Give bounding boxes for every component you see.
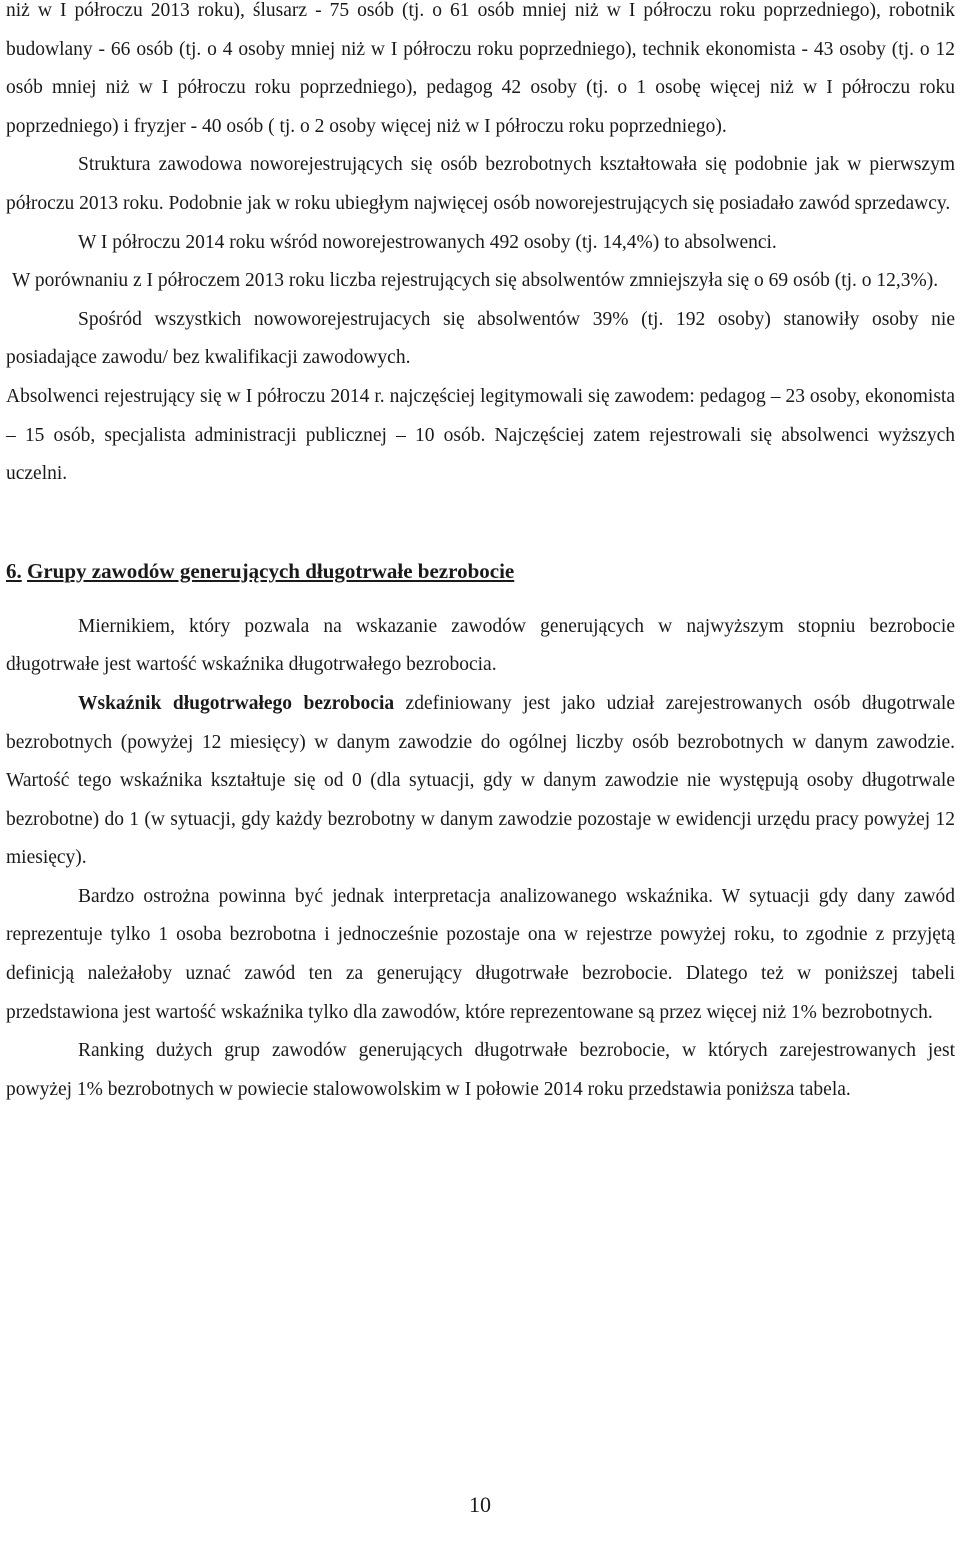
paragraph-ranking-intro: Ranking dużych grup zawodów generujących długotrwałe bezrobocie, w których zarejestrowanych jest powyżej 1% bezrobotnych w powiecie stalowowolskim w I połowie 2014 roku przedstawia poniższa tabela.	[6, 1040, 955, 1100]
paragraph-interpretation-caution: Bardzo ostrożna powinna być jednak interpretacja analizowanego wskaźnika. W sytuacji gdy dany zawód reprezentuje tylko 1 osoba bezrobotna i jednocześnie pozostaje ona w rejestrze powyżej roku, to zgodnie z przyjętą definicją należałoby uznać zawód ten za generujący długotrwałe bezrobocie. Dlatego też w poniższej tabeli przedstawiona jest wartość wskaźnika tylko dla zawodów, które reprezentowane są przez więcej niż 1% bezrobotnych.	[6, 885, 955, 1023]
section-heading	[6, 556, 955, 586]
paragraph-measure-intro: Miernikiem, który pozwala na wskazanie zawodów generujących w najwyższym stopniu bezrobocie długotrwałe jest wartość wskaźnika długotrwałego bezrobocia.	[6, 615, 955, 676]
section-title: Grupy zawodów generujących długotrwałe bezrobocie	[27, 558, 515, 583]
section-number: 6.	[6, 558, 22, 583]
paragraph-graduates-professions: Absolwenci rejestrujący się w I półroczu 2014 r. najczęściej legitymowali się zawodem: pedagog ‒ 23 osoby, ekonomista ‒ 15 osób, specjalista administracji publicznej ‒ 10 osób. Najczęściej zatem rejestrowali się absolwenci wyższych uczelni.	[6, 385, 955, 485]
paragraph-graduates-without-profession: Spośród wszystkich nowoworejestrujacych się absolwentów 39% (tj. 192 osoby) stanowiły osoby nie posiadające zawodu/ bez kwalifikacji zawodowych.	[6, 308, 955, 369]
paragraph-occupations-list: niż w I półroczu 2013 roku), ślusarz - 75 osób (tj. o 61 osób mniej niż w I półroczu roku poprzedniego), robotnik budowlany - 66 osób (tj. o 4 osoby mniej niż w I półroczu roku poprzedniego), technik ekonomista - 43 osoby (tj. o 12 osób mniej niż w I półroczu roku poprzedniego), pedagog 42 osoby (tj. o 1 osobę więcej niż w I półroczu roku poprzedniego) i fryzjer - 40 osób ( tj. o 2 osoby więcej niż w I półroczu roku poprzedniego).	[6, 0, 955, 137]
indicator-term: Wskaźnik długotrwałego bezrobocia	[78, 692, 395, 714]
indicator-definition-text: zdefiniowany jest jako udział zarejestrowanych osób długotrwale bezrobotnych (powyżej 12 miesięcy) w danym zawodzie do ogólnej liczby osób bezrobotnych w danym zawodzie. Wartość tego wskaźnika kształtuje się od 0 (dla sytuacji, gdy w danym zawodzie nie występują osoby długotrwale bezrobotne) do 1 (w sytuacji, gdy każdy bezrobotny w danym zawodzie pozostaje w ewidencji urzędu pracy powyżej 12 miesięcy).	[6, 692, 955, 869]
paragraph-graduates-comparison: W porównaniu z I półroczem 2013 roku liczba rejestrujących się absolwentów zmniejszyła się o 69 osób (tj. o 12,3%).	[12, 270, 939, 292]
page-number: 10	[469, 1492, 491, 1517]
paragraph-occupational-structure: Struktura zawodowa noworejestrujących się osób bezrobotnych kształtowała się podobnie jak w pierwszym półroczu 2013 roku. Podobnie jak w roku ubiegłym najwięcej osób noworejestrujących się posiadało zawód sprzedawcy.	[6, 154, 955, 214]
paragraph-graduates-count: W I półroczu 2014 roku wśród noworejestrowanych 492 osoby (tj. 14,4%) to absolwenci.	[78, 231, 777, 253]
paragraph-indicator-definition	[6, 685, 955, 878]
